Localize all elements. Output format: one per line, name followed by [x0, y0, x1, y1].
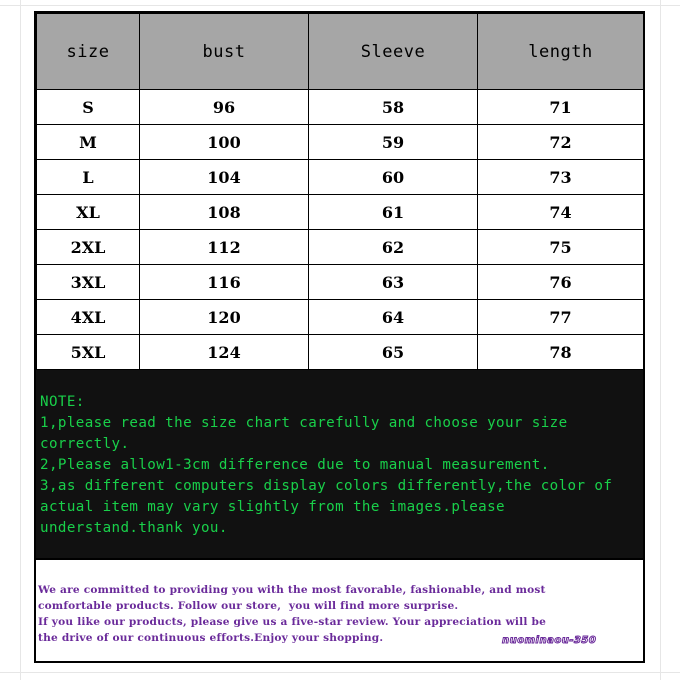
table-row [37, 300, 644, 335]
cell-sleeve: 62 [309, 230, 478, 265]
cell-size: L [37, 160, 140, 195]
store-message-line: the drive of our continuous efforts.Enjoy your shopping. [38, 632, 384, 644]
cell-length: 73 [478, 160, 644, 195]
cell-length: 76 [478, 265, 644, 300]
cell-bust: 116 [140, 265, 309, 300]
cell-size: 5XL [37, 335, 140, 370]
cell-length: 75 [478, 230, 644, 265]
table-row [37, 230, 644, 265]
grid-line [0, 5, 680, 6]
note-title: NOTE: [40, 394, 85, 410]
cell-size: S [37, 90, 140, 125]
cell-length: 77 [478, 300, 644, 335]
header-size: size [37, 14, 140, 90]
table-row [37, 90, 644, 125]
cell-bust: 96 [140, 90, 309, 125]
note-line: understand.thank you. [40, 520, 228, 536]
cell-sleeve: 64 [309, 300, 478, 335]
cell-sleeve: 61 [309, 195, 478, 230]
note-line: 2,Please allow1-3cm difference due to manual measurement. [40, 457, 550, 473]
table-row [37, 195, 644, 230]
grid-line [20, 0, 21, 680]
store-message-line: If you like our products, please give us a five-star review. Your appreciation will be [38, 616, 547, 628]
cell-bust: 112 [140, 230, 309, 265]
store-message [36, 558, 643, 661]
cell-length: 74 [478, 195, 644, 230]
store-message-line: comfortable products. Follow our store, you will find more surprise. [38, 600, 459, 612]
cell-length: 72 [478, 125, 644, 160]
note-panel [36, 370, 643, 558]
note-line: actual item may vary slightly from the images.please [40, 499, 505, 515]
table-header-row [37, 14, 644, 90]
cell-bust: 100 [140, 125, 309, 160]
cell-bust: 120 [140, 300, 309, 335]
cell-sleeve: 59 [309, 125, 478, 160]
cell-size: 2XL [37, 230, 140, 265]
cell-bust: 108 [140, 195, 309, 230]
grid-line [0, 672, 680, 673]
cell-bust: 104 [140, 160, 309, 195]
cell-sleeve: 60 [309, 160, 478, 195]
cell-length: 78 [478, 335, 644, 370]
table-row [37, 160, 644, 195]
header-sleeve: Sleeve [309, 14, 478, 90]
store-message-line: We are committed to providing you with the most favorable, fashionable, and most [38, 584, 546, 596]
header-length: length [478, 14, 644, 90]
store-watermark: nuominaou-350 [502, 635, 597, 646]
note-line: 1,please read the size chart carefully and choose your size [40, 415, 568, 431]
grid-line [660, 0, 661, 680]
note-line: 3,as different computers display colors differently,the color of [40, 478, 613, 494]
cell-size: XL [37, 195, 140, 230]
size-table [36, 13, 644, 370]
table-row [37, 125, 644, 160]
table-row [37, 335, 644, 370]
cell-size: 3XL [37, 265, 140, 300]
cell-sleeve: 63 [309, 265, 478, 300]
note-line: correctly. [40, 436, 130, 452]
cell-size: M [37, 125, 140, 160]
size-chart-sheet [34, 11, 645, 663]
cell-sleeve: 65 [309, 335, 478, 370]
cell-size: 4XL [37, 300, 140, 335]
cell-length: 71 [478, 90, 644, 125]
header-bust: bust [140, 14, 309, 90]
cell-sleeve: 58 [309, 90, 478, 125]
table-row [37, 265, 644, 300]
cell-bust: 124 [140, 335, 309, 370]
